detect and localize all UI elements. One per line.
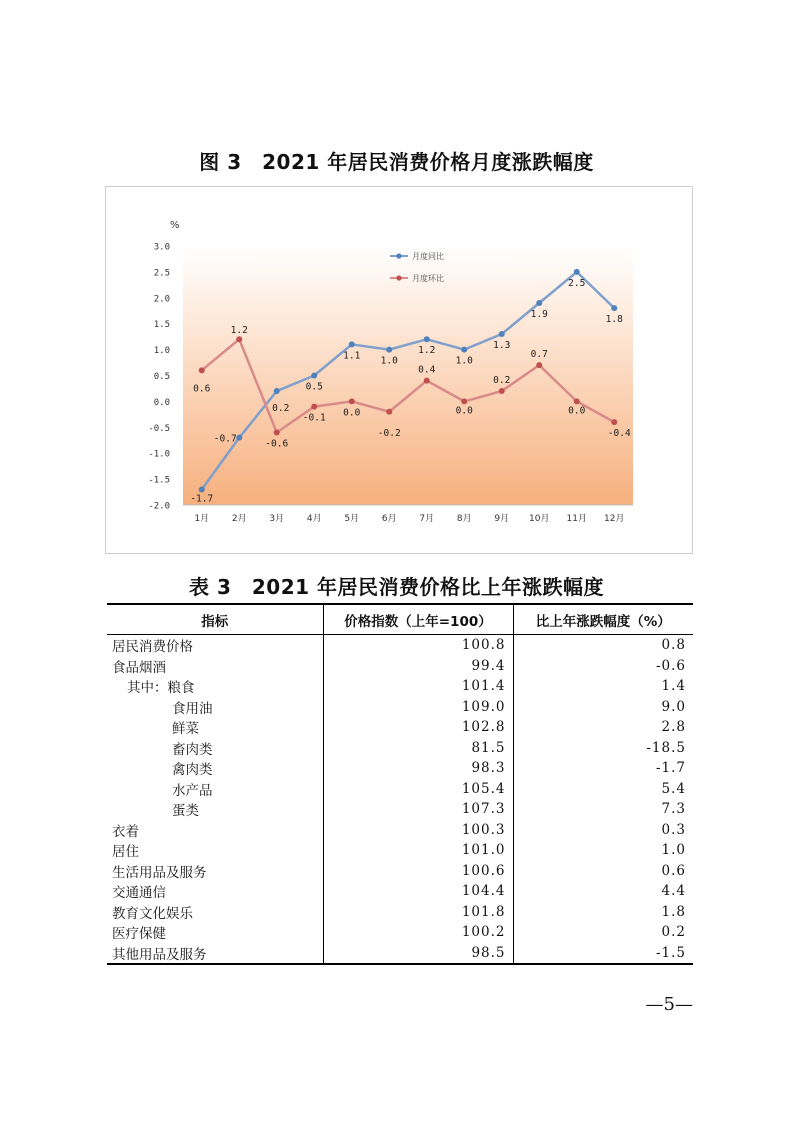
y-tick-label: 3.0 — [153, 242, 170, 253]
series-1-data-label: 0.0 — [568, 405, 586, 417]
row-indicator-name: 水产品 — [172, 782, 213, 799]
series-1-data-label: 0.6 — [193, 383, 211, 395]
table-row — [107, 697, 693, 718]
cpi-table — [107, 603, 693, 965]
plot-area — [183, 246, 633, 505]
y-tick-label: 1.5 — [153, 320, 170, 331]
row-indicator-name: 衣着 — [112, 823, 139, 840]
series-0-point — [611, 305, 617, 311]
row-change: 1.8 — [513, 902, 693, 923]
row-price-index: 100.2 — [323, 922, 513, 943]
row-indicator-name: 鲜菜 — [172, 721, 199, 738]
row-indicator-name: 教育文化娱乐 — [112, 905, 193, 922]
row-indicator-name: 畜肉类 — [172, 741, 213, 758]
series-0-data-label: -1.7 — [190, 493, 214, 505]
series-0-point — [274, 388, 280, 394]
series-1-point — [236, 336, 242, 342]
series-1-point — [424, 378, 430, 384]
series-0-data-label: 0.2 — [272, 403, 290, 415]
series-1-data-label: -0.6 — [265, 438, 289, 450]
series-0-point — [499, 331, 505, 337]
table-row — [107, 799, 693, 820]
x-tick-label: 9月 — [494, 514, 510, 524]
row-change: 0.3 — [513, 820, 693, 841]
series-0-data-label: -0.7 — [213, 433, 237, 445]
row-price-index: 98.5 — [323, 943, 513, 965]
legend-marker-0 — [396, 253, 401, 258]
legend-marker-1 — [396, 275, 401, 280]
legend-label-1: 月度环比 — [412, 274, 444, 283]
row-change: 5.4 — [513, 779, 693, 800]
series-0-point — [199, 486, 205, 492]
row-change: 4.4 — [513, 881, 693, 902]
table-row — [107, 779, 693, 800]
row-change: 9.0 — [513, 697, 693, 718]
row-price-index: 101.0 — [323, 840, 513, 861]
row-change: 0.8 — [513, 635, 693, 656]
row-change: -18.5 — [513, 738, 693, 759]
x-tick-label: 2月 — [231, 514, 247, 524]
series-1-point — [461, 398, 467, 404]
legend-label-0: 月度同比 — [412, 252, 444, 261]
table-row — [107, 656, 693, 677]
row-change: 0.6 — [513, 861, 693, 882]
y-axis-unit: % — [170, 220, 180, 231]
row-indicator-name: 居住 — [112, 844, 139, 861]
row-price-index: 100.3 — [323, 820, 513, 841]
x-tick-label: 1月 — [194, 514, 210, 524]
header-change: 比上年涨跌幅度（%） — [513, 604, 693, 635]
row-change: 7.3 — [513, 799, 693, 820]
series-1-data-label: 0.4 — [418, 364, 436, 376]
series-1-point — [499, 388, 505, 394]
table-row — [107, 635, 693, 656]
row-price-index: 101.4 — [323, 676, 513, 697]
row-change: 1.0 — [513, 840, 693, 861]
series-1-data-label: 0.7 — [530, 349, 548, 361]
table-title: 表 3 2021 年居民消费价格比上年涨跌幅度 — [188, 575, 604, 599]
row-change: -1.7 — [513, 758, 693, 779]
series-0-data-label: 1.0 — [380, 355, 398, 367]
x-tick-label: 11月 — [566, 514, 587, 524]
y-tick-label: -0.5 — [148, 423, 170, 434]
series-1-point — [199, 367, 205, 373]
series-1-data-label: 0.0 — [455, 405, 473, 417]
y-tick-label: -2.0 — [148, 501, 170, 512]
row-indicator-name: 其他用品及服务 — [107, 943, 323, 965]
chart-frame — [105, 186, 693, 554]
row-indicator-name: 其中：粮食 — [127, 680, 195, 697]
table-row — [107, 738, 693, 759]
series-1-data-label: -0.1 — [302, 412, 326, 424]
series-0-data-label: 2.5 — [568, 277, 586, 289]
series-0-data-label: 1.2 — [418, 345, 436, 357]
y-tick-label: 2.0 — [153, 294, 170, 305]
x-tick-label: 3月 — [269, 514, 285, 524]
row-price-index: 105.4 — [323, 779, 513, 800]
series-0-data-label: 1.9 — [530, 308, 548, 320]
table-row — [107, 717, 693, 738]
series-1-data-label: 0.0 — [343, 407, 361, 419]
header-price-index: 价格指数（上年=100） — [323, 604, 513, 635]
series-0-data-label: 1.8 — [605, 314, 623, 326]
row-change: 1.4 — [513, 676, 693, 697]
series-1-data-label: -0.4 — [607, 428, 631, 440]
x-tick-label: 5月 — [344, 514, 360, 524]
row-indicator-name: 禽肉类 — [172, 762, 213, 779]
row-price-index: 100.8 — [323, 635, 513, 656]
series-0-point — [424, 336, 430, 342]
row-price-index: 81.5 — [323, 738, 513, 759]
table-header-row — [107, 604, 693, 635]
series-0-point — [574, 269, 580, 275]
table-row — [107, 676, 693, 697]
series-0-data-label: 0.5 — [305, 381, 323, 393]
x-tick-label: 8月 — [456, 514, 472, 524]
row-indicator-name: 生活用品及服务 — [112, 864, 207, 881]
y-tick-label: 2.5 — [153, 268, 170, 279]
row-price-index: 107.3 — [323, 799, 513, 820]
series-0-data-label: 1.3 — [493, 340, 511, 352]
row-indicator-name: 医疗保健 — [112, 926, 166, 943]
y-tick-label: 0.0 — [153, 397, 170, 408]
row-price-index: 100.6 — [323, 861, 513, 882]
x-tick-label: 4月 — [306, 514, 322, 524]
series-0-point — [461, 347, 467, 353]
row-price-index: 98.3 — [323, 758, 513, 779]
row-indicator-name: 蛋类 — [172, 803, 199, 820]
series-0-point — [236, 435, 242, 441]
header-indicator: 指标 — [107, 604, 323, 635]
x-tick-label: 10月 — [529, 514, 550, 524]
row-indicator-name: 食品烟酒 — [112, 659, 166, 676]
series-1-point — [386, 409, 392, 415]
series-1-point — [574, 398, 580, 404]
table-row — [107, 840, 693, 861]
row-indicator-name: 交通通信 — [112, 885, 166, 902]
series-0-point — [386, 347, 392, 353]
row-price-index: 109.0 — [323, 697, 513, 718]
row-price-index: 102.8 — [323, 717, 513, 738]
x-tick-label: 12月 — [604, 514, 625, 524]
row-change: 2.8 — [513, 717, 693, 738]
table-row — [107, 922, 693, 943]
series-0-point — [311, 373, 317, 379]
x-tick-label: 6月 — [381, 514, 397, 524]
series-1-data-label: -0.2 — [377, 427, 401, 439]
row-change: 0.2 — [513, 922, 693, 943]
series-1-point — [349, 398, 355, 404]
row-price-index: 101.8 — [323, 902, 513, 923]
series-0-data-label: 1.1 — [343, 350, 361, 362]
table-row — [107, 861, 693, 882]
series-1-point — [536, 362, 542, 368]
row-change: -1.5 — [513, 943, 693, 965]
series-0-point — [349, 341, 355, 347]
table-row — [107, 943, 693, 965]
row-indicator-name: 居民消费价格 — [112, 639, 193, 656]
table-row — [107, 820, 693, 841]
page-number: —5— — [645, 994, 693, 1015]
table-row — [107, 758, 693, 779]
y-tick-label: 0.5 — [153, 372, 170, 382]
row-indicator-name: 食用油 — [172, 700, 213, 717]
y-tick-label: -1.5 — [148, 475, 170, 486]
table-row — [107, 881, 693, 902]
table-row — [107, 902, 693, 923]
series-1-point — [611, 419, 617, 425]
figure-title: 图 3 2021 年居民消费价格月度涨跌幅度 — [199, 150, 594, 174]
row-price-index: 99.4 — [323, 656, 513, 677]
row-price-index: 104.4 — [323, 881, 513, 902]
line-chart — [106, 187, 692, 553]
series-0-data-label: 1.0 — [455, 355, 473, 367]
x-tick-label: 7月 — [419, 514, 435, 524]
series-0-point — [536, 300, 542, 306]
series-1-point — [311, 404, 317, 410]
y-tick-label: 1.0 — [153, 346, 170, 357]
series-1-point — [274, 429, 280, 435]
row-change: -0.6 — [513, 656, 693, 677]
y-tick-label: -1.0 — [148, 449, 170, 460]
series-1-data-label: 0.2 — [493, 375, 511, 387]
series-1-data-label: 1.2 — [230, 325, 248, 337]
